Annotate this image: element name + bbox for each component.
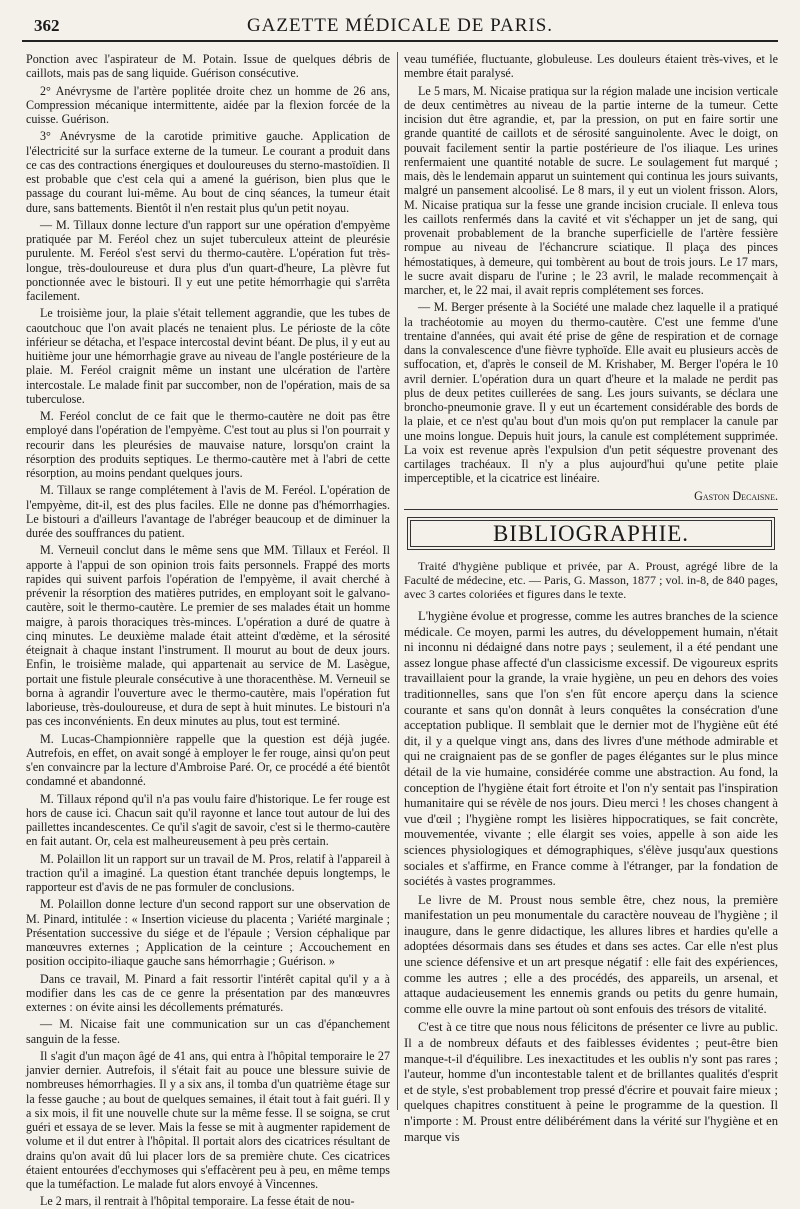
paragraph: C'est à ce titre que nous nous félicitons de présenter ce livre au public. Il a de nombreux défauts et des faiblesses évidentes ; peut-être bien manque-t-il d'équilibre. Les inexactitudes et les oublis n'y sont pas rares ; l'auteur, homme d'un incontestable talent et de brillantes qualités d'esprit et de style, s'est probablement trop pressé d'écrire et pouvait faire mieux ; quelques chapitres constituent à peine le programme de la question. Il n'importe : M. Proust entre délibérément dans la vérité sur l'hygiène et en marque vis — [404, 1020, 778, 1144]
paragraph: — M. Tillaux donne lecture d'un rapport sur une opération d'empyème pratiquée par M. Feréol chez un sujet tuberculeux atteint de pleurésie purulente. M. Feréol s'est servi du thermo-cautère. L'opération fut très-longue, très-douloureuse et dura plus d'un quart-d'heure, La plèvre fut ponctionnée avec le bistouri. Il y eut une petite hémorrhagie qui s'arrêta facilement. — [26, 217, 390, 303]
left-column — [26, 52, 390, 1209]
paragraph: M. Lucas-Championnière rappelle que la question est déjà jugée. Autrefois, en effet, on avait songé à employer le fer rouge, ainsi qu'on peut s'en convaincre par la lecture d'Ambroise Paré. Or, ce procédé a été bientôt condamné et abandonné. — [26, 731, 390, 789]
paragraph: Le 2 mars, il rentrait à l'hôpital temporaire. La fesse était de nou- — [40, 1194, 355, 1209]
paragraph: Dans ce travail, M. Pinard a fait ressortir l'intérêt capital qu'il y a à modifier dans les cas de ce genre la présentation par des manœuvres externes : on évite ainsi les décollements prématurés. — [26, 971, 390, 1014]
paragraph: M. Polaillon donne lecture d'un second rapport sur une observation de M. Pinard, intitulée : « Insertion vicieuse du placenta ; Variété marginale ; Présentation successive du siége et de l'épaule ; Version céphalique par manœuvres externes ; Application de la ceinture ; Accouchement en position occipito-iliaque gauche sans hémorrhagie ; Guérison. » — [26, 897, 390, 969]
page-number: 362 — [34, 16, 60, 35]
paragraph: 2° Anévrysme de l'artère poplitée droite chez un homme de 26 ans, Compression mécanique intermittente, aidée par la flexion forcée de la cuisse. Guérison. — [26, 83, 390, 126]
paragraph: M. Verneuil conclut dans le même sens que MM. Tillaux et Feréol. Il apporte à l'appui de son opinion trois faits personnels. Frappé des morts rapides qui suivent parfois l'opération de l'empyème, il avait cherché à prévenir la résorption des matières putrides, en employant soit le galvano-cautère, soit le thermo-cautère. Le premier de ses malades était un homme maigre, à parois thoraciques très-minces. L'opération a duré de quatre à cinq minutes. Le deuxième malade était atteint d'œdème, et la sérosité éteignait à chaque instant l'instrument. Il mourut au bout de deux jours. Enfin, le troisième malade, qui appartenait au service de M. Lasègue, portait une fistule pleurale consécutive à une thoracenthèse. M. Verneuil se borna à agrandir l'ouverture avec le thermo-cautère, mais l'opération fut laborieuse, très-douloureuse, et dura de sept à huit minutes. Le bistouri n'a pas ces inconvénients. En deux minutes au plus, tout est terminé. — [26, 543, 390, 729]
paragraph: M. Tillaux répond qu'il n'a pas voulu faire d'historique. Le fer rouge est hors de cause ici. Chacun sait qu'il rayonne et lance tout autour de lui des paillettes incandescentes. Ce qu'il s'agit de savoir, c'est si le thermo-cautère en fait autant. Or, cela est malheureusement à peu près certain. — [26, 791, 390, 849]
section-rule — [404, 509, 778, 510]
paragraph: M. Polaillon lit un rapport sur un travail de M. Pros, relatif à l'appareil à traction qu'il a imaginé. La question étant tranchée depuis longtemps, le rapporteur est d'avis de ne pas formuler de conclusions. — [26, 851, 390, 894]
paragraph: Il s'agit d'un maçon âgé de 41 ans, qui entra à l'hôpital temporaire le 27 janvier dernier. Autrefois, il s'était fait au pouce une blessure suivie de nombreuses hémorrhagies. Il y a six ans, il tomba d'un quatrième étage sur la fesse gauche ; au bout de quelques semaines, il était tout à fait guéri. Il y a six mois, il fit une nouvelle chute sur la même fesse. Il se soigna, se crut guéri et essaya de se lever. Mais la fesse se mit à augmenter rapidement de volume et il dut entrer à l'hôpital. Il portait alors des cicatrices résultant de drains qu'on avait dû lui placer lors de sa première chute. Ces cicatrices étaient entourées d'ecchymoses qui s'effacèrent peu à peu, en même temps que la tuméfaction. Le malade fut alors envoyé à Vincennes. — [26, 1048, 390, 1191]
book-reference: Traité d'hygiène publique et privée, par A. Proust, agrégé libre de la Faculté de médecine, etc. — Paris, G. Masson, 1877 ; vol. in-8, de 840 pages, avec 3 cartes coloriées et figures dans le texte. — [404, 559, 778, 601]
paragraph: Le livre de M. Proust nous semble être, chez nous, la première manifestation un peu monumentale du caractère nouveau de l'hygiène ; il inaugure, dans le genre didactique, les allures libres et hardies qu'elle a adoptées désormais dans ses études et dans ses actes. Car elle n'est plus une science défensive et un art presque négatif : elle fait des expériences, comme les autres ; elle a des procédés, des appareils, un arsenal, et attaque audacieusement les ennemis grands ou petits du genre humain, comme elle ouvre la mine partout où sont enfouis des trésors de vitalité. — [404, 892, 778, 1016]
paragraph: L'hygiène évolue et progresse, comme les autres branches de la science médicale. Ce moyen, parmi les autres, du développement humain, n'était ni inconnu ni dédaigné dans notre pays ; seulement, il a été pendant une assez longue phase affecté d'un classicisme excessif. De vigoureux esprits travaillaient pour la grande, la vraie hygiène, un peu en dehors des voies traditionnelles, sans que l'on s'en fût encore aperçu dans la science courante et sans qu'on donnât à leurs conquêtes la consécration d'une acceptation publique. Il semblait que le dernier mot de l'hygiène eût été dit, il y a quelque vingt ans, dans des livres d'une méthode admirable et qui ne craignaient pas de se gonfler de pages élégantes sur le plus mince détail de la vie humaine, considérée comme une abstraction. Au fond, la conception de l'hygiène était fort étroite et l'on n'y sentait pas l'inspiration humanitaire qui se révèle de nos jours. Dieu merci ! les choses changent à vue d'œil ; l'hygiène rompt les lisières hippocratiques, se fait concrète, mouvementée, vivante ; elle élargit ses voies, appelle à son aide les sciences physiologiques et démographiques, s'élève jusqu'aux questions sociales et s'affirme, en France comme à l'étranger, par la fondation de sociétés à vastes programmes. — [404, 609, 778, 889]
column-divider — [397, 52, 398, 1110]
paragraph: M. Tillaux se range complétement à l'avis de M. Feréol. L'opération de l'empyème, dit-il, est des plus faciles. Elle ne donne pas d'hémorrhagies. Le bistouri a d'ailleurs l'avantage de l'abréger beaucoup et de diminuer la durée des souffrances du patient. — [26, 483, 390, 540]
paragraph: M. Feréol conclut de ce fait que le thermo-cautère ne doit pas être employé dans l'opération de l'empyème. C'est tout au plus si l'on pourrait y recourir dans les pleurésies de mauvaise nature, lorsqu'on craint la résorption des produits septiques. Le thermo-cautère met à l'abri de cette résorption, au moins pendant quelques jours. — [26, 409, 390, 480]
paragraph: — M. Nicaise fait une communication sur un cas d'épanchement sanguin de la fesse. — [26, 1017, 390, 1046]
running-title: GAZETTE MÉDICALE DE PARIS. — [246, 15, 554, 36]
review-text — [404, 609, 778, 1145]
paragraph: Le 5 mars, M. Nicaise pratiqua sur la région malade une incision verticale de deux centimètres au niveau de la partie interne de la tumeur. Cette incision dut être agrandie, et, par la pression, on put en faire sortir une grande quantité de caillots et de sérosité sanguinolente. Avec le doigt, on pouvait facilement sentir la partie postérieure de l'os iliaque. Les urines renfermaient une quantité notable de sucre. Le soulagement fut marqué ; mais, dès le lendemain apparut un suintement qui continua les jours suivants, malgré un pansement alcoolisé. Le 8 mars, il y eut un violent frisson. Alors, M. Nicaise pratiqua sur la fesse une grande incision cruciale. Il enleva tous les caillots renfermés dans la cavité et vit s'échapper un jet de sang, qui provenait probablement de la branche superficielle de l'artère fessière rompue au niveau de l'échancrure sciatique. Il plaça des pinces hémostatiques, à demeure, qui tombèrent au bout de trois jours. Le 17 mars, le sucre avait disparu de l'urine ; le 23 avril, le malade recommençait à marcher, et, le 22 mai, il avait repris complétement ses forces. — [404, 83, 778, 297]
page-header — [22, 14, 778, 42]
paragraph: Ponction avec l'aspirateur de M. Potain. Issue de quelques débris de caillots, mais pas de sang liquide. Guérison consécutive. — [26, 52, 390, 81]
paragraph: veau tuméfiée, fluctuante, globuleuse. Les douleurs étaient très-vives, et le membre était paralysé. — [404, 52, 778, 81]
right-column — [404, 52, 778, 1144]
author-signature: Gaston Decaisne. — [694, 488, 778, 503]
paragraph: 3° Anévrysme de la carotide primitive gauche. Application de l'électricité sur la surface externe de la tumeur. Le courant a produit dans ce cas des contractions énergiques et douloureuses du sterno-mastoïdien. Il est probable que c'est cela qui a amené la guérison, bien plus que le passage du courant lui-même. Au bout de cinq séances, la tumeur était dure, sans battements. Bientôt il n'en restait plus qu'un petit noyau. — [26, 129, 390, 215]
paragraph: — M. Berger présente à la Société une malade chez laquelle il a pratiqué la trachéotomie au moyen du thermo-cautère. C'est une femme d'une trentaine d'années, qui avait été prise de gêne de respiration et de cornage dans la convalescence d'une fièvre typhoïde. Elle avait eu plusieurs accès de suffocation, et, d'après le conseil de M. Krishaber, M. Berger l'opéra le 10 avril dernier. L'opération dura un quart d'heure et la malade ne perdit pas plus de deux petites cuillerées de sang. Les jours suivants, se déclara une broncho-pneumonie grave. Il y eut un écartement considérable des bords de la plaie, et ce n'est qu'au bout d'un mois qu'on put remplacer la canule par une moins longue. Depuis huit jours, la canule est complétement supprimée. La voix est revenue après l'expulsion d'un petit séquestre provenant des cartilages trachéaux. Il n'y a plus aujourd'hui qu'une petite plaie imperceptible, et la cicatrice est linéaire. — [404, 300, 778, 486]
paragraph: Le troisième jour, la plaie s'était tellement aggrandie, que les tubes de caoutchouc que l'on avait placés ne tenaient plus. Le périoste de la côte inférieur se détacha, et l'espace intercostal devint béant. De plus, il y eut au huitième jour une hémorrhagie grave au niveau de l'angle postérieure de la plaie. M. Feréol craignit même un instant une ulcération de l'artère intercostale. Le malade finit par succomber, non de l'opération, mais de sa tuberculose. — [26, 306, 390, 406]
bibliography-heading: BIBLIOGRAPHIE. — [410, 520, 772, 547]
